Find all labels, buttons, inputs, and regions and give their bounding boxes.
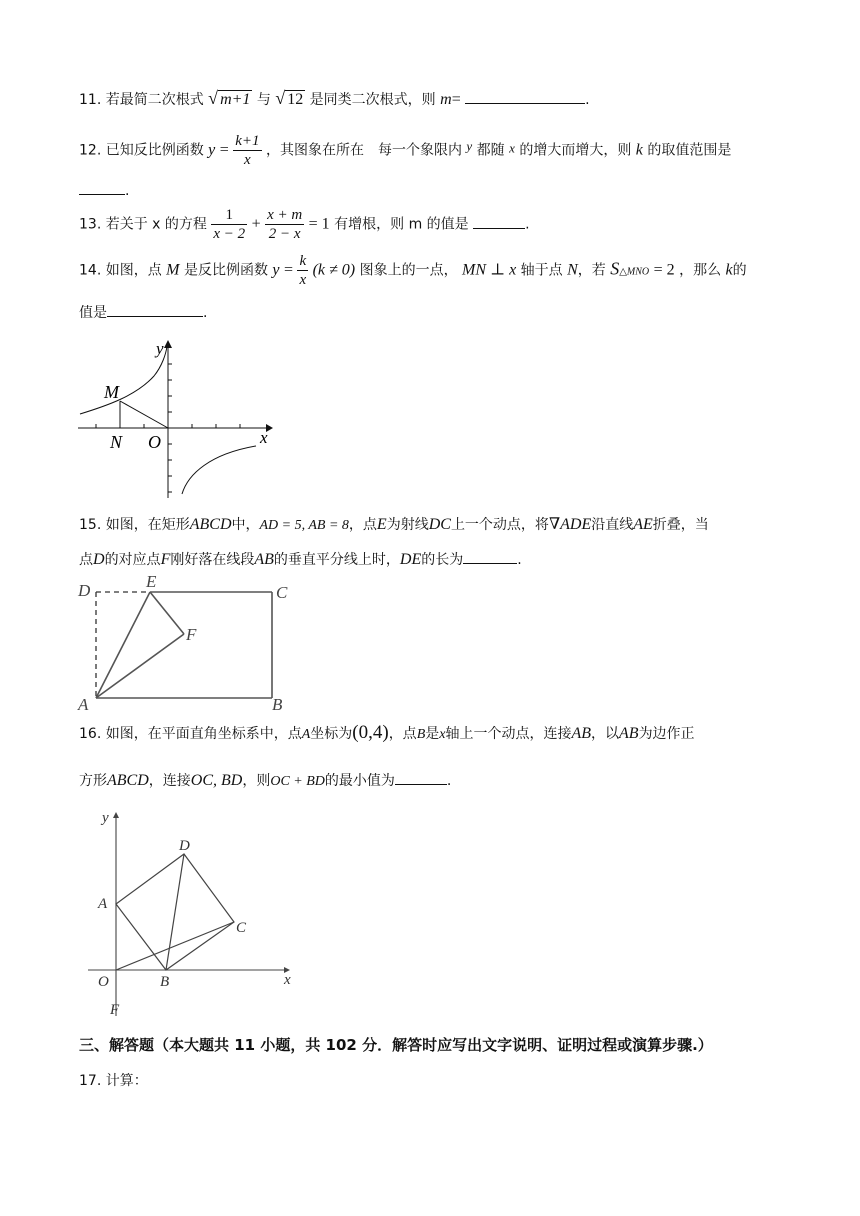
section-3-heading: 三、解答题（本大题共 11 小题，共 102 分．解答时应写出文字说明、证明过程或演算步骤.）	[79, 1036, 713, 1054]
y-axis-label: y	[156, 339, 164, 358]
point-o-label: O	[148, 432, 161, 452]
answer-blank[interactable]	[463, 549, 517, 564]
point-a-label: A	[98, 896, 108, 912]
point-f-label: F	[110, 1002, 120, 1018]
point-d-label: D	[179, 838, 190, 854]
point-c-label: C	[276, 583, 288, 602]
point-d-label: D	[78, 581, 91, 600]
answer-blank[interactable]	[107, 302, 203, 317]
origin-label: O	[98, 974, 109, 990]
question-16: 16. 如图，在平面直角坐标系中，点A坐标为(0,4)，点B是x轴上一个动点，连接AB，以AB为边作正	[79, 722, 695, 743]
question-11: 11. 若最简二次根式 √ m+1 与 √ 12 是同类二次根式，则 m= .	[79, 88, 590, 108]
question-13: 13. 若关于 x 的方程 $\frac{1}{x - 2}$ + $\frac{x + m}{2 - x}$ = 1 有增根，则 m 的值是 .	[79, 207, 530, 242]
question-12: 12. 已知反比例函数 y = $\frac{k+1}{x}$ ，其图象在所在 每一个象限内 y 都随 x 的增大而增大，则 k 的取值范围是	[79, 133, 732, 168]
question-14: 14. 如图，点 M 是反比例函数 y = $\frac{k}{x}$ (k ≠ 0) 图象上的一点， MN ⊥ x 轴于点 N，若 S△MNO = 2 ，那么 k的	[79, 253, 747, 288]
point-f-label: F	[186, 625, 197, 644]
answer-blank[interactable]	[79, 180, 125, 195]
y-axis-label: y	[102, 810, 109, 826]
q16-figure	[88, 806, 308, 1022]
answer-blank[interactable]	[473, 214, 525, 229]
point-n-label: N	[110, 432, 123, 452]
q14-figure	[76, 336, 276, 502]
question-17: 17. 计算：	[79, 1073, 148, 1089]
x-axis-label: x	[284, 972, 291, 988]
question-15: 15. 如图，在矩形ABCD中，AD = 5, AB = 8，点E为射线DC上一个动点，将∇ADE沿直线AE折叠，当	[79, 516, 709, 533]
x-axis-label: x	[260, 428, 268, 447]
point-e-label: E	[146, 574, 157, 591]
q15-figure	[74, 574, 304, 714]
question-12-answer-line: .	[79, 180, 129, 199]
question-15-line2: 点D的对应点F刚好落在线段AB的垂直平分线上时，DE的长为 .	[79, 551, 522, 568]
point-b-label: B	[160, 974, 170, 990]
point-m-label: M	[104, 382, 119, 402]
point-a-label: A	[78, 695, 89, 714]
question-number: 11.	[79, 92, 102, 108]
answer-blank[interactable]	[395, 770, 447, 785]
point-b-label: B	[272, 695, 283, 714]
answer-blank[interactable]	[465, 89, 585, 104]
question-14-answer-line: 值是 .	[79, 302, 207, 322]
point-c-label: C	[236, 920, 247, 936]
question-16-line2: 方形ABCD，连接OC, BD，则OC + BD的最小值为 .	[79, 772, 452, 789]
